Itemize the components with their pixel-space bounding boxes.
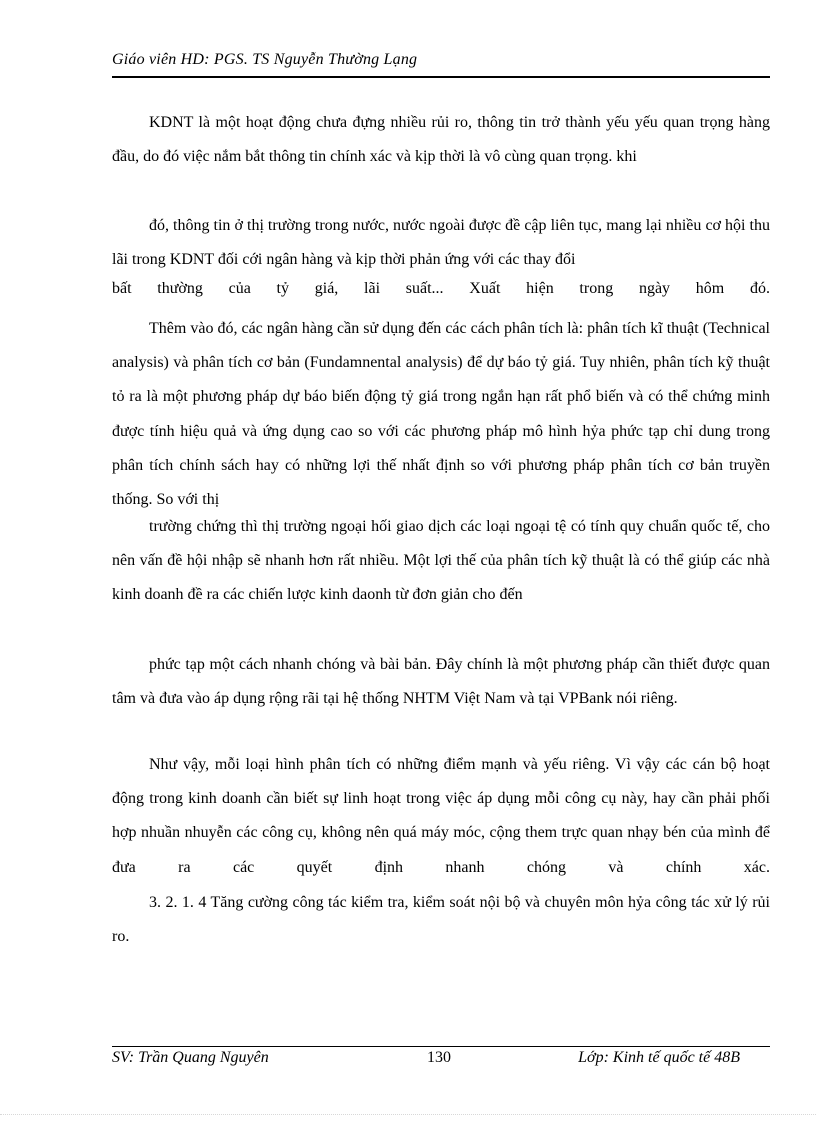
page-header <box>112 50 770 78</box>
paragraph-7: Như vậy, mỗi loại hình phân tích có những điểm mạnh và yếu riêng. Vì vậy các cán bộ hoạt động trong kinh doanh cần biết sự linh hoạt trong việc áp dụng mỗi công cụ này, hay cần phải phối hợp nhuần nhuyễn các công cụ, không nên quá máy móc, cộng them trực quan nhạy bén của mình để đưa ra các quyết định nhanh chóng và chính xác. <box>112 756 770 876</box>
header-instructor: Giáo viên HD: PGS. TS Nguyễn Thường Lạng <box>112 51 418 68</box>
page-number: 130 <box>427 1049 451 1066</box>
paragraph-2: đó, thông tin ở thị trường trong nước, nước ngoài được đề cập liên tục, mang lại nhiều cơ hội thu lãi trong KDNT đối cới ngân hàng và kịp thời phản ứng với các thay đổi <box>112 217 770 269</box>
paragraph-4: Thêm vào đó, các ngân hàng cần sử dụng đến các cách phân tích là: phân tích kĩ thuật (Technical analysis) và phân tích cơ bản (Fundamnental analysis) để dự báo tỷ giá. Tuy nhiên, phân tích kỹ thuật tỏ ra là một phương pháp dự báo biến động tỷ giá trong ngắn hạn rất phổ biến và có thể chứng minh được tính hiệu quả và ứng dụng cao so với các phương pháp mô hình hỷa phức tạp chỉ dung trong phân tích chính sách hay có những lợi thế nhất định so với phương pháp phân tích cơ bản truyền thống. So với thị <box>112 320 770 509</box>
footer-student: SV: Trần Quang Nguyên <box>112 1049 269 1066</box>
paragraph-5: trường chứng thì thị trường ngoại hối giao dịch các loại ngoại tệ có tính quy chuẩn quốc tế, cho nên vấn đề hội nhập sẽ nhanh hơn rất nhiều. Một lợi thế của phân tích kỹ thuật là có thể giúp các nhà kinh doanh đề ra các chiến lược kinh daonh từ đơn giản cho đến <box>112 518 770 604</box>
page-footer <box>112 1046 770 1077</box>
paragraph-1: KDNT là một hoạt động chưa đựng nhiều rủi ro, thông tin trở thành yếu yếu quan trọng hàng đầu, do đó việc nắm bắt thông tin chính xác và kịp thời là vô cùng quan trọng. khi <box>112 114 770 166</box>
section-heading-3-2-1-4: 3. 2. 1. 4 Tăng cường công tác kiểm tra, kiểm soát nội bộ và chuyên môn hỷa công tác xử lý rủi ro. <box>112 894 770 946</box>
footer-class: Lớp: Kinh tế quốc tế 48B <box>578 1049 740 1066</box>
paragraph-3: bất thường của tỷ giá, lãi suất... Xuất hiện trong ngày hôm đó. <box>112 280 770 297</box>
page-edge-divider <box>0 1114 816 1115</box>
paragraph-6: phức tạp một cách nhanh chóng và bài bản. Đây chính là một phương pháp cần thiết được quan tâm và đưa vào áp dụng rộng rãi tại hệ thống NHTM Việt Nam và tại VPBank nói riêng. <box>112 656 770 708</box>
